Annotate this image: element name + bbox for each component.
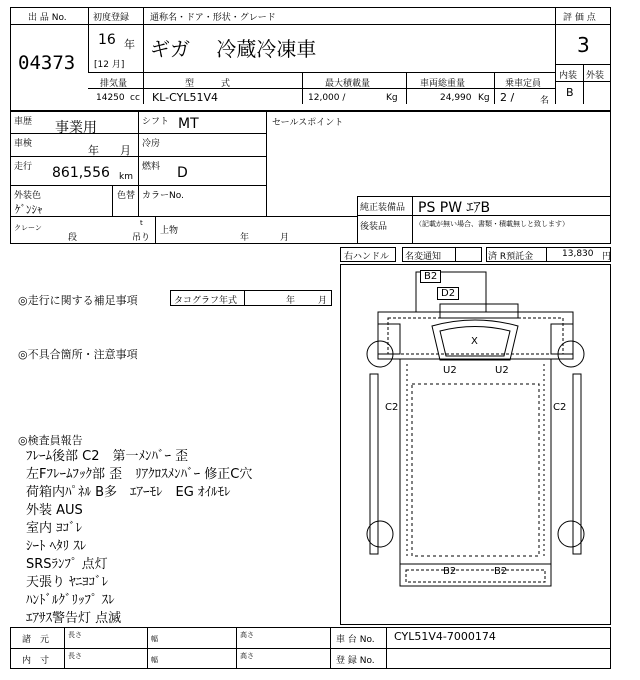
lot-number: 04373 — [18, 52, 76, 74]
displacement-label: 排気量 — [100, 79, 128, 89]
displacement-value: 14250 — [96, 93, 125, 103]
loading-label: 上物 — [160, 226, 179, 236]
damage-mark: C2 — [385, 402, 399, 413]
report-line: ﾊﾝﾄﾞﾙｸﾞﾘｯﾌﾟ ｽﾚ — [26, 593, 115, 608]
max-load-value: 12,000 / — [308, 93, 346, 103]
damage-mark: B2 — [420, 270, 441, 283]
damage-mark: B2 — [494, 566, 508, 577]
crane-ton-unit: t — [140, 219, 143, 227]
color-no-label: 色替 — [117, 191, 136, 201]
model-name: ギガ 冷蔵冷凍車 — [150, 37, 317, 61]
capacity-unit: 名 — [540, 96, 550, 106]
exterior-label: 外装 — [586, 71, 605, 81]
damage-mark: U2 — [443, 365, 457, 376]
loading-year: 年 — [240, 233, 250, 243]
recycle-amount: 13,830 — [562, 249, 594, 259]
inspector-report-label: ◎検査員報告 — [18, 434, 83, 447]
fuel-value: D — [177, 165, 188, 181]
length-label: 長さ — [68, 631, 82, 639]
capacity-value: 2 / — [500, 91, 515, 104]
damage-mark: B2 — [443, 566, 457, 577]
report-line: 室内 ﾖｺﾞﾚ — [26, 521, 83, 536]
mileage-unit: km — [119, 172, 133, 182]
defects-label: ◎不具合箇所・注意事項 — [18, 348, 138, 361]
chassis-label: 車 台 No. — [336, 635, 375, 645]
crane-stage: 段 — [68, 233, 78, 243]
aftermarket-label: 後装品 — [360, 222, 388, 232]
history-label: 車歴 — [14, 117, 33, 127]
fuel-label: 燃料 — [142, 162, 161, 172]
driving-notes-label: ◎走行に関する補足事項 — [18, 294, 138, 307]
sales-point-label: セールスポイント — [272, 118, 344, 128]
width-label: 幅 — [151, 656, 158, 664]
width-label: 幅 — [151, 635, 158, 643]
recycle-unit: 円 — [602, 252, 612, 262]
rhd-label: 右ハンドル — [344, 252, 390, 262]
rating-value: 3 — [577, 33, 590, 57]
rating-label: 評 価 点 — [563, 13, 596, 23]
chassis-number: CYL51V4-7000174 — [394, 630, 496, 643]
ac-label: 冷房 — [142, 139, 161, 149]
ext-color-value: ｹﾞﾝｼｬ — [15, 203, 43, 216]
reg-year-unit: 年 — [124, 38, 135, 51]
tacho-month: 月 — [318, 296, 328, 306]
max-load-unit: Kg — [386, 93, 398, 103]
recycle-label: 済 R預託金 — [488, 252, 534, 262]
loading-month: 月 — [280, 233, 290, 243]
color-code-label: カラーNo. — [142, 191, 184, 201]
inspection-label: 車検 — [14, 139, 33, 149]
height-label: 高さ — [240, 652, 254, 660]
report-line: 天張り ﾔﾆﾖｺﾞﾚ — [26, 575, 109, 590]
reg-no-label: 登 録 No. — [336, 656, 375, 666]
interior-label: 内装 — [559, 71, 578, 81]
report-line: 左Fﾌﾚｰﾑﾌｯｸ部 歪 ﾘｱｸﾛｽﾒﾝﾊﾞｰ 修正C穴 — [26, 467, 253, 482]
dims-label: 内 寸 — [22, 656, 50, 666]
tacho-label: タコグラフ年式 — [174, 296, 238, 306]
displacement-unit: cc — [130, 93, 140, 103]
std-equip-value: PS PW ｴｱB — [418, 200, 491, 216]
length-label: 長さ — [68, 652, 82, 660]
capacity-label: 乗車定員 — [505, 79, 542, 89]
first-reg-label: 初度登録 — [93, 13, 130, 23]
inspection-year: 年 — [88, 144, 99, 157]
damage-mark: D2 — [437, 287, 459, 300]
mileage-label: 走行 — [14, 162, 33, 172]
inspection-month: 月 — [120, 144, 131, 157]
specs-label: 諸 元 — [22, 635, 50, 645]
report-line: ｼｰﾄ ﾍﾀﾘ ｽﾚ — [26, 539, 87, 554]
ext-color-label: 外装色 — [14, 191, 42, 201]
report-line: SRSﾗﾝﾌﾟ 点灯 — [26, 557, 108, 572]
gross-weight-value: 24,990 — [440, 93, 472, 103]
gross-weight-unit: Kg — [478, 93, 490, 103]
lot-no-label: 出 品 No. — [28, 13, 67, 23]
reg-year: 16 — [98, 32, 116, 48]
crane-hang: 吊り — [132, 233, 151, 243]
shift-value: MT — [178, 116, 199, 132]
inspector-report — [26, 445, 336, 625]
tacho-year: 年 — [286, 296, 296, 306]
report-line: ﾌﾚｰﾑ後部 C2 第一ﾒﾝﾊﾞｰ 歪 — [26, 449, 189, 464]
damage-mark: U2 — [495, 365, 509, 376]
model-name-label: 通称名・ドア・形状・グレード — [150, 13, 276, 23]
model-label: 型 式 — [185, 79, 231, 89]
height-label: 高さ — [240, 631, 254, 639]
damage-mark: X — [471, 336, 478, 347]
crane-label: クレーン — [14, 224, 42, 232]
name-change-label: 名変通知 — [405, 252, 442, 262]
report-line: 外装 AUS — [26, 503, 83, 518]
damage-mark: C2 — [553, 402, 567, 413]
std-equip-label: 純正装備品 — [360, 203, 406, 213]
shift-label: シフト — [142, 117, 170, 127]
mileage-value: 861,556 — [52, 165, 110, 181]
reg-month: [12 月] — [94, 60, 125, 70]
gross-weight-label: 車両総重量 — [420, 79, 466, 89]
max-load-label: 最大積載量 — [325, 79, 371, 89]
report-line: ｴｱｻｽ警告灯 点滅 — [26, 611, 122, 626]
truck-diagram — [340, 264, 611, 625]
model-code: KL-CYL51V4 — [152, 91, 218, 104]
report-line: 荷箱内ﾊﾟﾈﾙ B多 ｴｱｰﾓﾚ EG ｵｲﾙﾓﾚ — [26, 485, 231, 500]
interior-grade: B — [566, 86, 574, 99]
history-value: 事業用 — [55, 120, 97, 136]
aftermarket-note: （記載が無い場合、書類・積載無しと致します） — [415, 220, 569, 228]
